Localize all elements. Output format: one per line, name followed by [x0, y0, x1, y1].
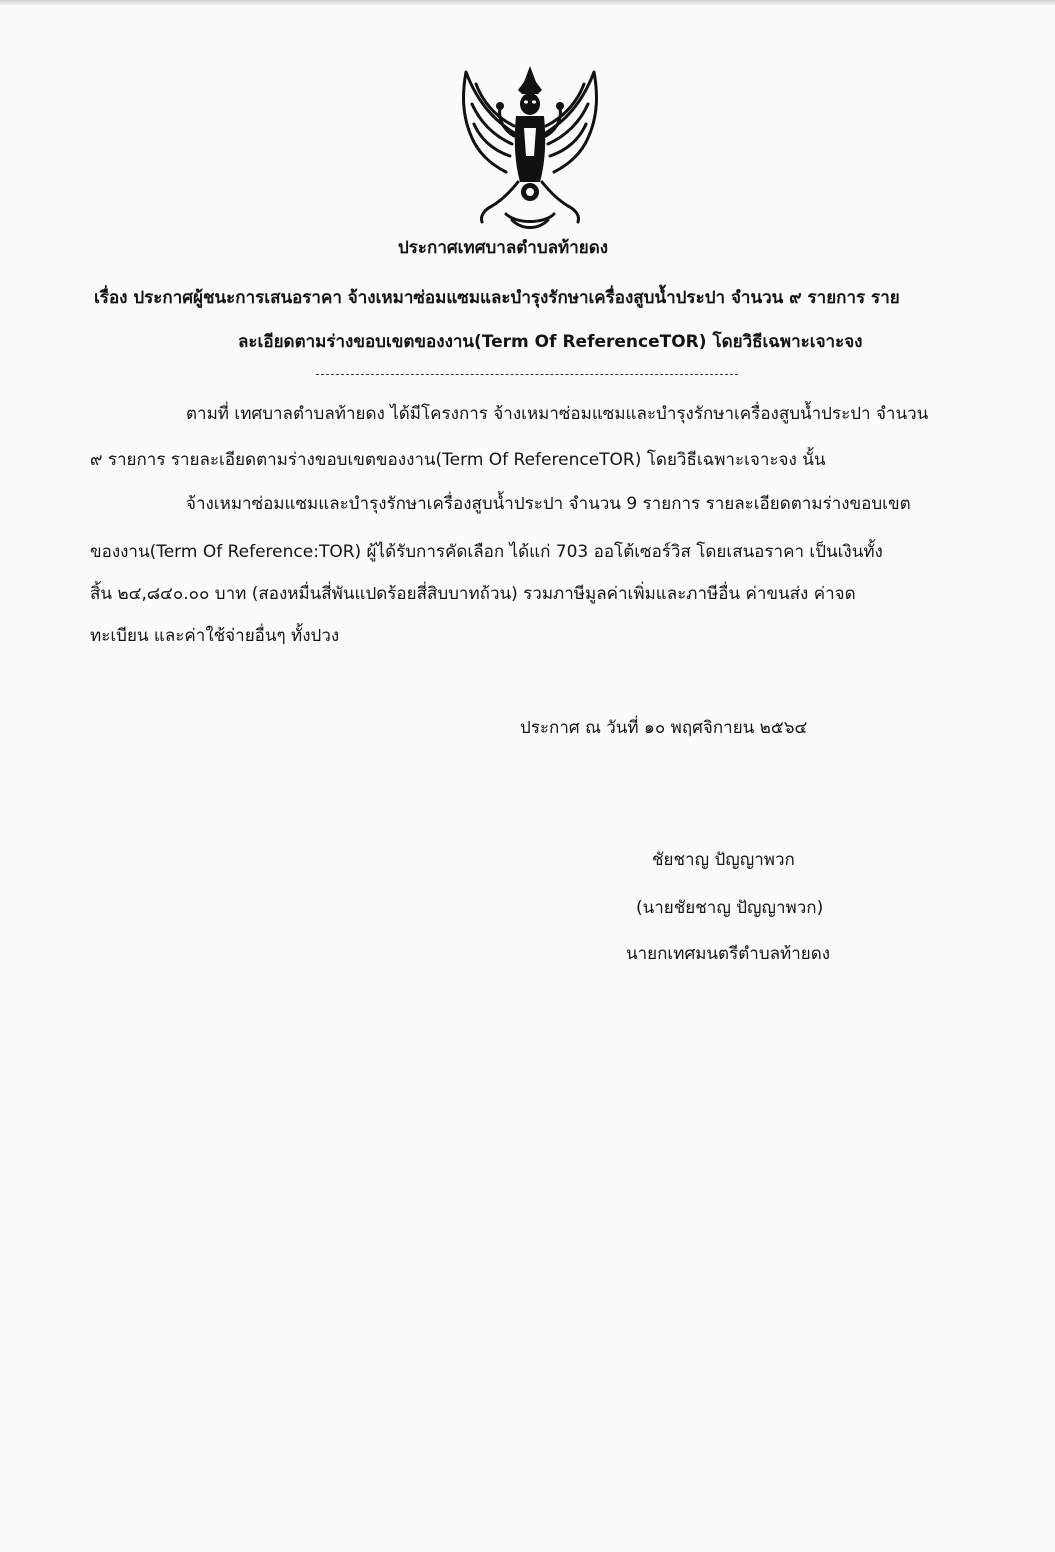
signatory-position: นายกเทศมนตรีตำบลท้ายดง: [626, 944, 831, 964]
body-line-6: ทะเบียน และค่าใช้จ่ายอื่นๆ ทั้งปวง: [90, 626, 340, 646]
signatory-full-name: (นายชัยชาญ ปัญญาพวก): [636, 898, 824, 918]
body-line-5: สิ้น ๒๔,๘๔๐.๐๐ บาท (สองหมื่นสี่พันแปดร้อยสี่สิบบาทถ้วน) รวมภาษีมูลค่าเพิ่มและภาษีอื่น ค่าขนส่ง ค่าจด: [90, 584, 856, 604]
scan-edge: [0, 0, 1055, 6]
body-line-3: จ้างเหมาซ่อมแซมและบำรุงรักษาเครื่องสูบน้ำประปา จำนวน 9 รายการ รายละเอียดตามร่างขอบเขต: [186, 494, 911, 514]
subject-line-1: เรื่อง ประกาศผู้ชนะการเสนอราคา จ้างเหมาซ่อมแซมและบำรุงรักษาเครื่องสูบน้ำประปา จำนวน ๙ รายการ ราย: [94, 288, 900, 308]
signature: ชัยชาญ ปัญญาพวก: [652, 850, 795, 870]
separator-rule: [316, 374, 738, 375]
announcement-date: ประกาศ ณ วันที่ ๑๐ พฤศจิกายน ๒๕๖๔: [520, 718, 808, 738]
garuda-emblem-icon: [452, 64, 608, 232]
org-title: ประกาศเทศบาลตำบลท้ายดง: [398, 238, 609, 258]
body-line-1: ตามที่ เทศบาลตำบลท้ายดง ได้มีโครงการ จ้างเหมาซ่อมแซมและบำรุงรักษาเครื่องสูบน้ำประปา จำนวน: [186, 404, 929, 424]
subject-line-2: ละเอียดตามร่างขอบเขตของงาน(Term Of ReferenceTOR) โดยวิธีเฉพาะเจาะจง: [238, 332, 863, 352]
body-line-2: ๙ รายการ รายละเอียดตามร่างขอบเขตของงาน(Term Of ReferenceTOR) โดยวิธีเฉพาะเจาะจง นั้น: [90, 450, 826, 470]
body-line-4: ของงาน(Term Of Reference:TOR) ผู้ได้รับการคัดเลือก ได้แก่ 703 ออโต้เซอร์วิส โดยเสนอราคา เป็นเงินทั้ง: [90, 542, 883, 562]
